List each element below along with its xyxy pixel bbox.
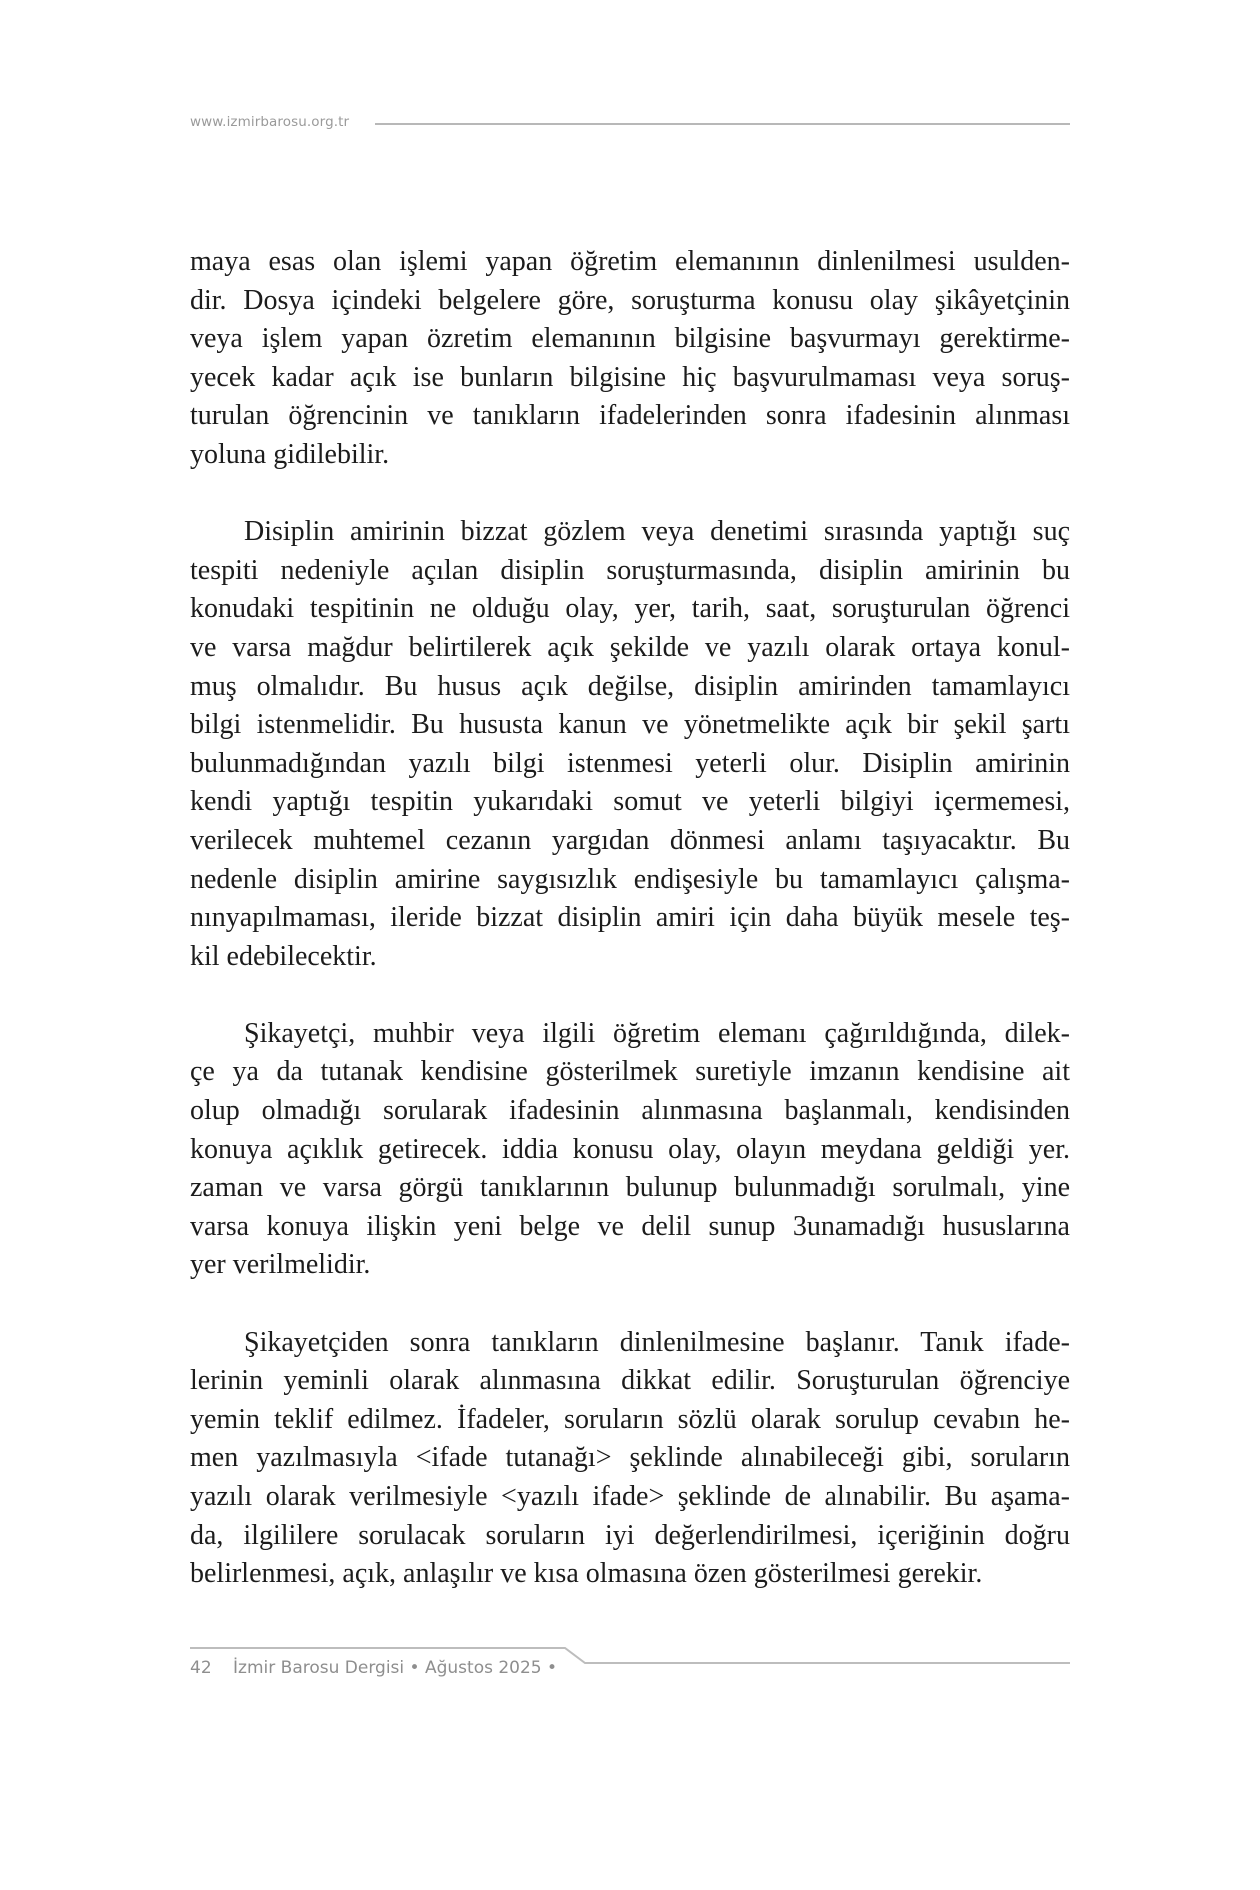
text-line: kil edebilecektir.	[190, 940, 377, 972]
text-line: ve varsa mağdur belirtilerek açık şekilde ve yazılı olarak ortaya konul-	[190, 631, 1070, 663]
paragraph	[190, 243, 1070, 475]
text-line: yecek kadar açık ise bunların bilgisine hiç başvurulmaması veya soruş-	[190, 361, 1070, 393]
text-line: muş olmalıdır. Bu husus açık değilse, disiplin amirinden tamamlayıcı	[190, 670, 1070, 702]
text-line: bulunmadığından yazılı bilgi istenmesi yeterli olur. Disiplin amirinin	[190, 747, 1070, 779]
text-line: Şikayetçi, muhbir veya ilgili öğretim elemanı çağırıldığında, dilek-	[244, 1017, 1070, 1049]
text-line: zaman ve varsa görgü tanıklarının bulunup bulunmadığı sorulmalı, yine	[190, 1172, 1070, 1204]
page-number: 42	[190, 1658, 212, 1678]
text-line: nınyapılmaması, ileride bizzat disiplin amiri için daha büyük mesele teş-	[190, 902, 1070, 934]
text-line: yazılı olarak verilmesiyle <yazılı ifade> şeklinde de alınabilir. Bu aşama-	[190, 1481, 1070, 1512]
text-line: konuya açıklık getirecek. iddia konusu olay, olayın meydana geldiği yer.	[190, 1133, 1070, 1165]
paragraph	[190, 1324, 1070, 1594]
text-line: yer verilmelidir.	[190, 1249, 371, 1281]
footer-separator: •	[409, 1658, 420, 1678]
text-line: maya esas olan işlemi yapan öğretim elemanının dinlenilmesi usulden-	[190, 246, 1070, 277]
article-body	[190, 243, 1070, 1632]
footer-text	[190, 1657, 557, 1679]
text-line: da, ilgililere sorulacak soruların iyi değerlendirilmesi, içeriğinin doğru	[190, 1519, 1070, 1551]
text-line: verilecek muhtemel cezanın yargıdan dönmesi anlamı taşıyacaktır. Bu	[190, 824, 1070, 856]
header-rule	[375, 123, 1070, 125]
header-website-url: www.izmirbarosu.org.tr	[190, 114, 350, 130]
text-line: çe ya da tutanak kendisine gösterilmek suretiyle imzanın kendisine ait	[190, 1056, 1070, 1088]
publication-name: İzmir Barosu Dergisi	[233, 1658, 405, 1678]
text-line: veya işlem yapan özretim elemanının bilgisine başvurmayı gerektirme-	[190, 323, 1070, 355]
page-header	[190, 111, 1070, 135]
text-line: nedenle disiplin amirine saygısızlık endişesiyle bu tamamlayıcı çalışma-	[190, 863, 1070, 895]
text-line: yoluna gidilebilir.	[190, 438, 390, 470]
text-line: dir. Dosya içindeki belgelere göre, soruşturma konusu olay şikâyetçinin	[190, 284, 1070, 316]
text-line: bilgi istenmelidir. Bu hususta kanun ve yönetmelikte açık bir şekil şartı	[190, 709, 1070, 741]
text-line: konudaki tespitinin ne olduğu olay, yer, tarih, saat, soruşturulan öğrenci	[190, 593, 1070, 625]
text-line: Disiplin amirinin bizzat gözlem veya denetimi sırasında yaptığı suç	[244, 516, 1070, 548]
footer-trailing-bullet: •	[547, 1658, 558, 1678]
text-line: tespiti nedeniyle açılan disiplin soruşturmasında, disiplin amirinin bu	[190, 554, 1070, 586]
text-line: belirlenmesi, açık, anlaşılır ve kısa olmasına özen gösterilmesi gerekir.	[190, 1558, 983, 1590]
text-line: Şikayetçiden sonra tanıkların dinlenilmesine başlanır. Tanık ifade-	[244, 1326, 1070, 1358]
issue-date: Ağustos 2025	[424, 1658, 542, 1678]
text-line: turulan öğrencinin ve tanıkların ifadelerinden sonra ifadesinin alınması	[190, 400, 1070, 432]
text-line: yemin teklif edilmez. İfadeler, soruların sözlü olarak sorulup cevabın he-	[190, 1403, 1070, 1435]
paragraph	[190, 1015, 1070, 1285]
text-line: lerinin yeminli olarak alınmasına dikkat edilir. Soruşturulan öğrenciye	[190, 1365, 1070, 1397]
text-line: olup olmadığı sorularak ifadesinin alınmasına başlanmalı, kendisinden	[190, 1095, 1070, 1127]
text-line: men yazılmasıyla <ifade tutanağı> şeklinde alınabileceği gibi, soruların	[190, 1442, 1070, 1474]
text-line: varsa konuya ilişkin yeni belge ve delil sunup 3unamadığı hususlarına	[190, 1210, 1070, 1242]
text-line: kendi yaptığı tespitin yukarıdaki somut ve yeterli bilgiyi içermemesi,	[190, 786, 1070, 818]
paragraph	[190, 513, 1070, 976]
page-footer	[190, 1640, 1070, 1680]
